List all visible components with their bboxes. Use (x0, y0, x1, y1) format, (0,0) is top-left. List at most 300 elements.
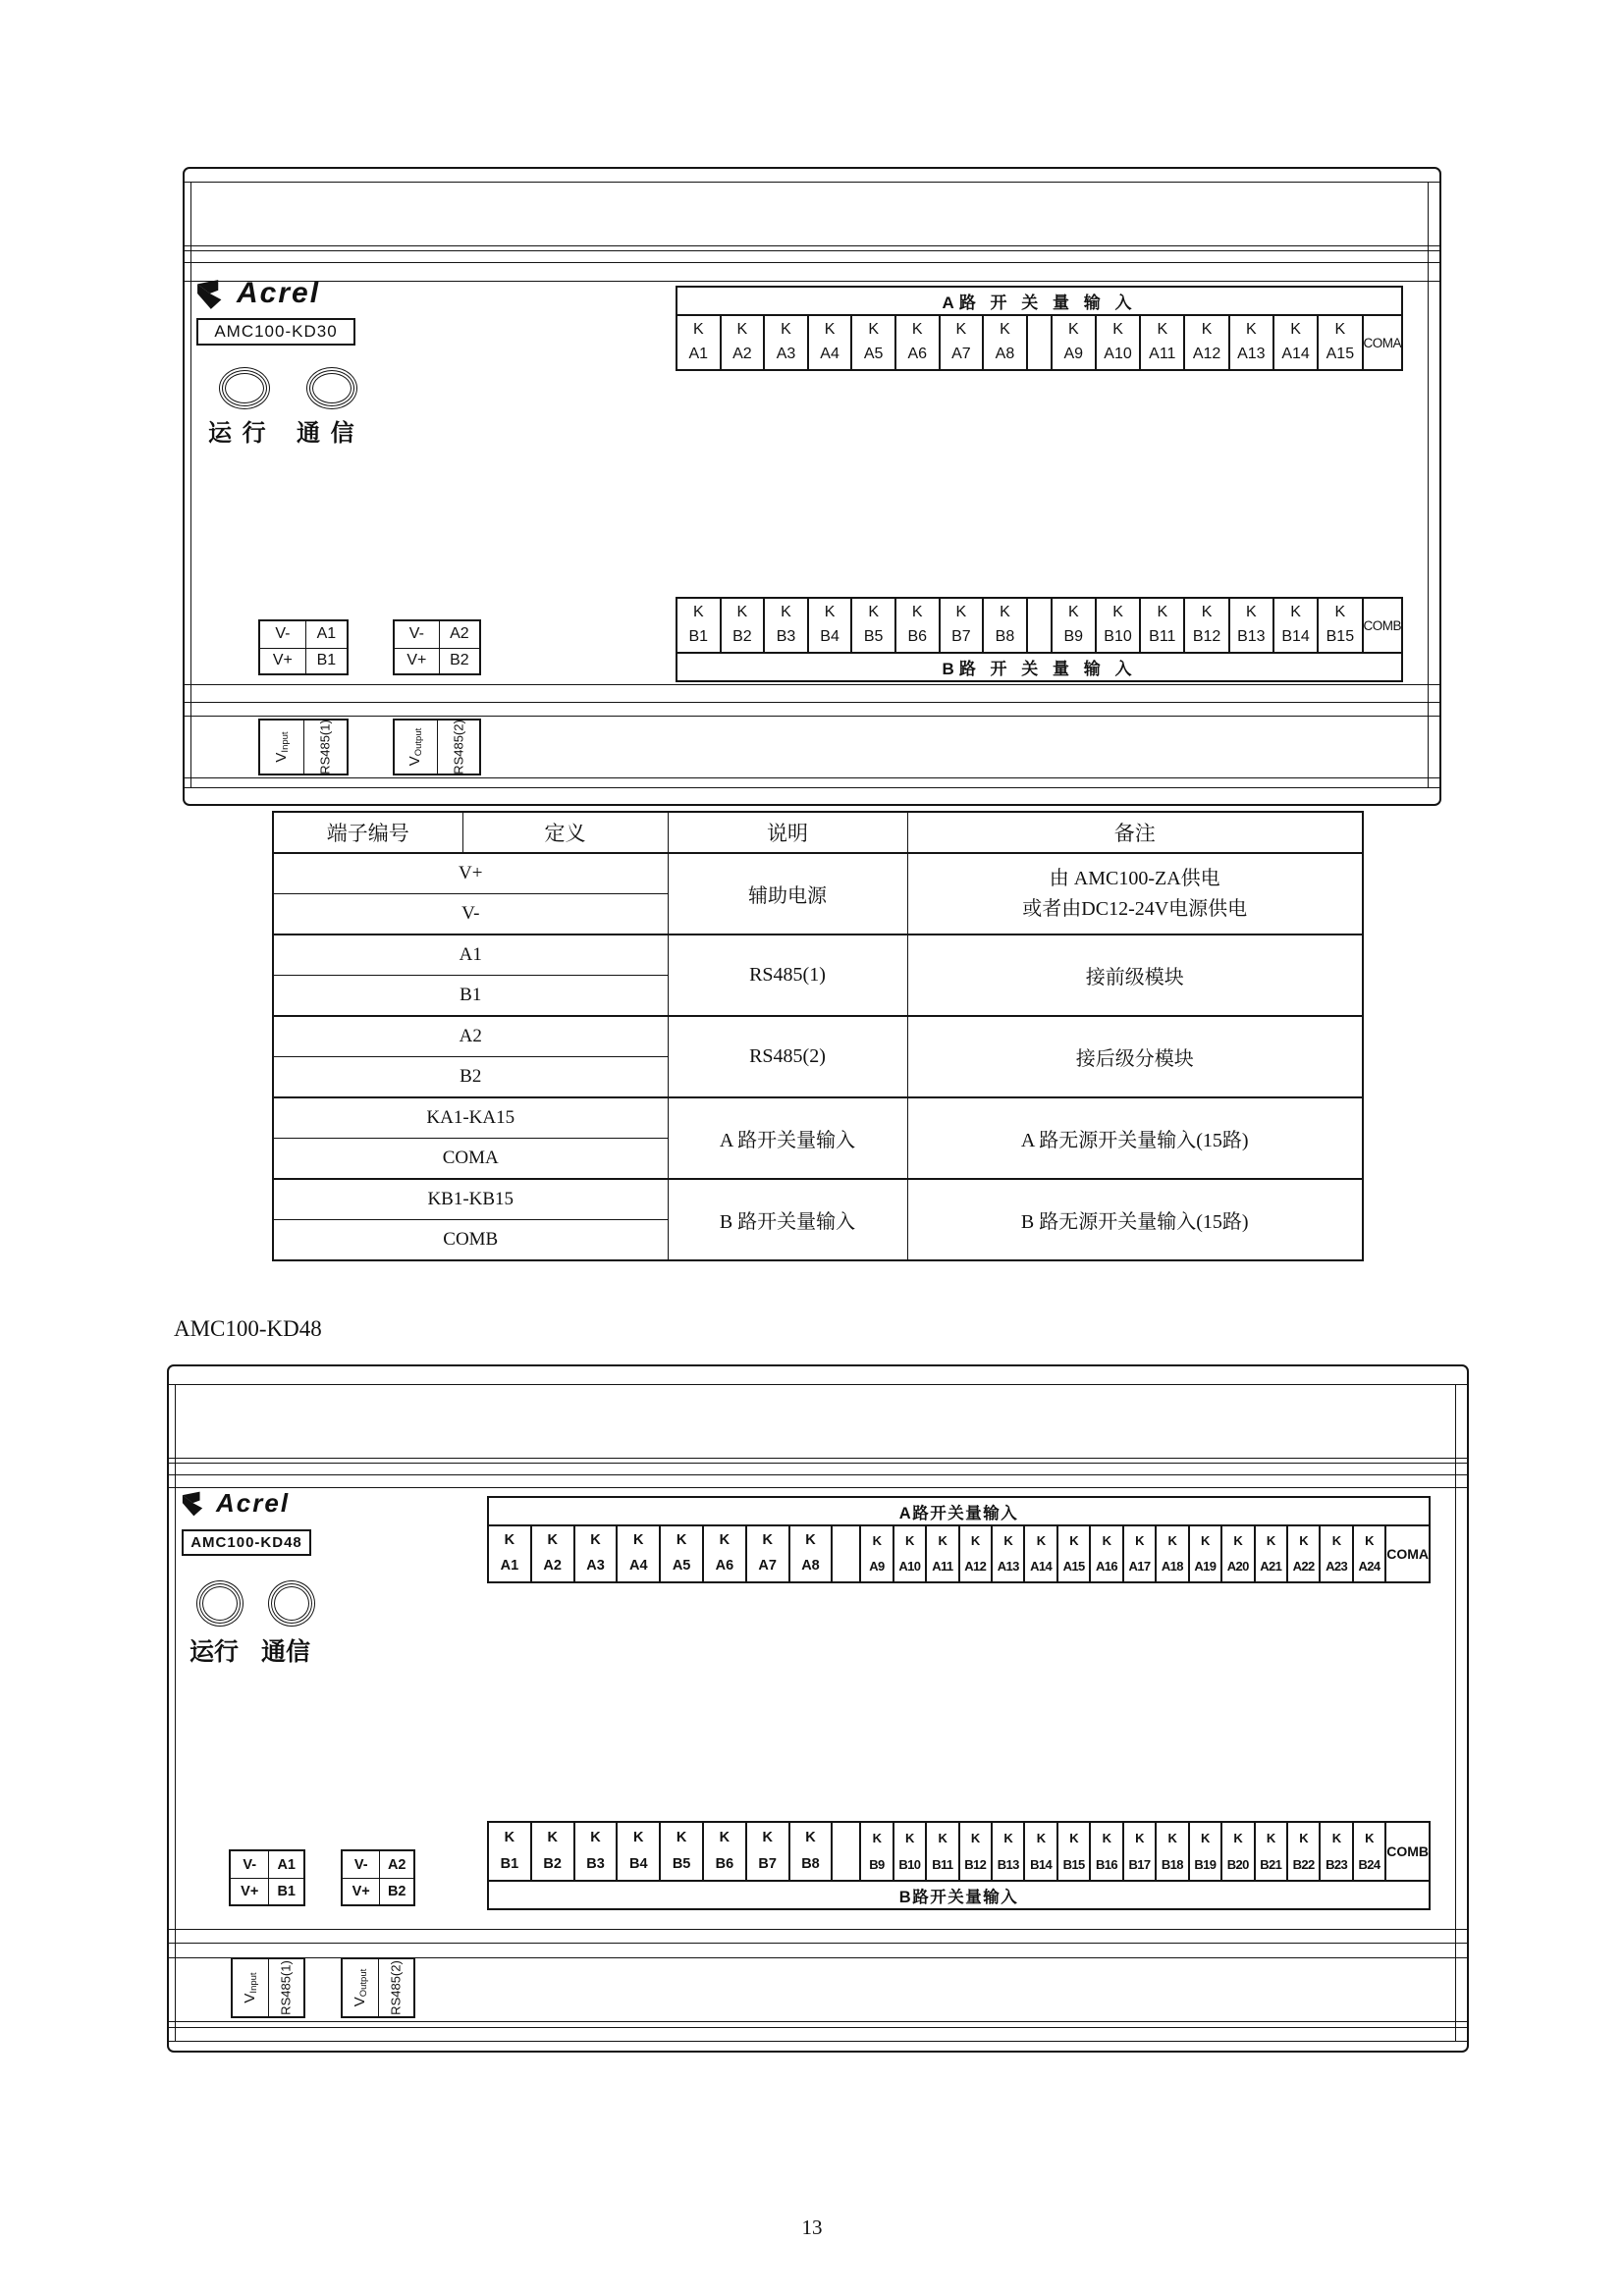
terminal-cell (1220, 1526, 1253, 1581)
terminal-id: A15 (1326, 346, 1355, 363)
terminal-k-label: K (1069, 1830, 1078, 1845)
housing-line (169, 1929, 1467, 1930)
strip-a-terminals (487, 1524, 1431, 1583)
port-label-voutput-rs485-2-kd30 (393, 719, 481, 775)
terminal-a2: A2 (439, 621, 479, 648)
terminal-k-label: K (1299, 1830, 1309, 1845)
terminal-id: A21 (1260, 1559, 1282, 1575)
terminal-cell (573, 1526, 617, 1581)
terminal-k-label: K (1036, 1830, 1046, 1845)
terminal-id: B3 (776, 628, 796, 646)
terminal-cell (958, 1823, 991, 1880)
terminal-id: B12 (1192, 628, 1221, 646)
terminal-id: B13 (1237, 628, 1266, 646)
rs485-1-label: RS485(1) (268, 1959, 304, 2016)
terminal-id: B10 (898, 1856, 921, 1872)
terminal-k-label: K (868, 321, 879, 339)
terminal-k-label: K (676, 1532, 687, 1549)
terminal-id: A11 (932, 1559, 953, 1575)
coma-terminal: COMA (1362, 316, 1402, 369)
terminal-cell (1056, 1526, 1089, 1581)
terminal-id: A13 (997, 1559, 1019, 1575)
terminal-cell (1319, 1526, 1351, 1581)
terminal-k-label: K (1365, 1830, 1374, 1845)
terminal-k-label: K (805, 1532, 816, 1549)
terminal-cell: A2 (273, 1016, 668, 1057)
col-definition: 定义 (462, 812, 668, 853)
remark-cell: A 路无源开关量输入(15路) (907, 1097, 1363, 1179)
terminal-k-label: K (504, 1532, 515, 1549)
input-strip-b-kd30 (676, 597, 1403, 682)
terminal-cell (720, 316, 764, 369)
terminal-id: A11 (1149, 346, 1176, 363)
terminal-id: A1 (688, 346, 709, 363)
terminal-k-label: K (938, 1533, 947, 1549)
terminal-k-label: K (590, 1532, 601, 1549)
strip-b-title: B路开关量输入 (487, 1882, 1431, 1910)
terminal-id: B14 (1281, 628, 1310, 646)
terminal-spec-table (272, 811, 1364, 1261)
terminal-id: A1 (500, 1558, 519, 1575)
terminal-k-label: K (1157, 321, 1168, 339)
terminal-cell (788, 1526, 832, 1581)
terminal-k-label: K (504, 1829, 515, 1845)
terminal-id: B11 (1149, 628, 1176, 646)
description-cell: B 路开关量输入 (668, 1179, 907, 1260)
terminal-cell (1155, 1526, 1187, 1581)
terminal-cell (807, 316, 851, 369)
terminal-id: A8 (801, 1558, 820, 1575)
terminal-id: A9 (869, 1559, 885, 1575)
terminal-k-label: K (1200, 1533, 1210, 1549)
terminal-v-plus: V+ (352, 1884, 370, 1899)
terminal-id: A7 (758, 1558, 777, 1575)
terminal-cell (894, 316, 939, 369)
terminal-id: B4 (629, 1855, 648, 1872)
port-label-vinput-rs485-1-kd48 (231, 1957, 305, 2018)
terminal-cell (925, 1526, 957, 1581)
terminal-k-label: K (911, 321, 923, 339)
terminal-k-label: K (1246, 604, 1257, 621)
terminal-cell (659, 1823, 702, 1880)
housing-line (185, 716, 1439, 717)
terminal-cell (982, 316, 1026, 369)
terminal-k-label: K (1003, 1830, 1013, 1845)
terminal-id: A13 (1237, 346, 1266, 363)
terminal-cell (677, 599, 720, 652)
input-strip-b-kd48 (487, 1821, 1431, 1910)
terminal-id: B6 (715, 1855, 734, 1872)
terminal-id: B22 (1292, 1856, 1315, 1872)
terminal-cell (616, 1526, 659, 1581)
terminal-cell (1272, 599, 1317, 652)
terminal-id: A22 (1292, 1559, 1315, 1575)
terminal-block-2-kd30 (393, 619, 481, 675)
terminal-id: A10 (1104, 346, 1132, 363)
terminal-cell (807, 599, 851, 652)
terminal-cell: V- (273, 894, 668, 935)
terminal-id: B1 (688, 628, 709, 646)
terminal-cell (1254, 1823, 1286, 1880)
housing-line (185, 182, 1439, 183)
terminal-k-label: K (762, 1829, 773, 1845)
comm-led (268, 1580, 315, 1627)
model-label-kd30: AMC100-KD30 (196, 318, 355, 346)
terminal-cell (530, 1823, 573, 1880)
terminal-cell (745, 1823, 788, 1880)
terminal-cell (939, 316, 983, 369)
terminal-id: B14 (1030, 1856, 1053, 1872)
acrel-logo-icon (182, 1490, 211, 1518)
terminal-cell (1095, 599, 1139, 652)
terminal-a2: A2 (379, 1851, 413, 1878)
port-label-vinput-rs485-1-kd30 (258, 719, 349, 775)
housing-line (169, 2027, 1467, 2028)
terminal-id: B23 (1326, 1856, 1348, 1872)
terminal-k-label: K (955, 604, 967, 621)
terminal-id: B2 (543, 1855, 562, 1872)
terminal-a1: A1 (268, 1851, 303, 1878)
terminal-k-label: K (633, 1829, 644, 1845)
terminal-id: B16 (1096, 1856, 1118, 1872)
terminal-spacer-cell (1026, 316, 1053, 369)
terminal-k-label: K (1201, 604, 1213, 621)
comm-led-label: 通 信 (297, 420, 356, 447)
terminal-id: A19 (1194, 1559, 1217, 1575)
description-cell: RS485(1) (668, 934, 907, 1016)
brand-name: Acrel (237, 277, 321, 309)
terminal-k-label: K (1135, 1830, 1144, 1845)
terminal-cell (702, 1526, 745, 1581)
description-cell: A 路开关量输入 (668, 1097, 907, 1179)
device-panel-kd30 (183, 167, 1441, 806)
strip-b-terminals (487, 1821, 1431, 1882)
table-row (273, 853, 1363, 894)
terminal-cell (573, 1823, 617, 1880)
housing-line (169, 1458, 1467, 1459)
terminal-id: B10 (1104, 628, 1132, 646)
terminal-id: B19 (1194, 1856, 1217, 1872)
terminal-v-minus: V- (353, 1856, 368, 1873)
v-output-label: $V_{Output}$ (406, 727, 425, 767)
housing-line (185, 245, 1439, 246)
coma-terminal: COMA (1384, 1526, 1429, 1581)
terminal-k-label: K (1000, 604, 1010, 621)
table-header-row (273, 812, 1363, 853)
terminal-cell (489, 1526, 530, 1581)
run-led (219, 367, 270, 409)
terminal-k-label: K (590, 1829, 601, 1845)
terminal-cell (763, 316, 807, 369)
terminal-id: B1 (500, 1855, 519, 1872)
terminal-cell (1228, 316, 1272, 369)
terminal-k-label: K (970, 1830, 980, 1845)
strip-a-terminals (676, 314, 1403, 371)
terminal-v-minus: V- (275, 625, 291, 643)
terminal-cell (1139, 316, 1183, 369)
terminal-k-label: K (1299, 1533, 1309, 1549)
terminal-k-label: K (1112, 321, 1123, 339)
terminal-v-minus: V- (243, 1856, 257, 1873)
terminal-k-label: K (905, 1830, 914, 1845)
terminal-k-label: K (1000, 321, 1010, 339)
terminal-v-plus: V+ (272, 652, 293, 669)
terminal-spacer-cell (1026, 599, 1053, 652)
terminal-cell (1089, 1823, 1121, 1880)
rs485-1-label: RS485(1) (303, 721, 348, 774)
v-output-label: $V_{Output}$ (351, 1968, 369, 2007)
terminal-k-label: K (1246, 321, 1257, 339)
terminal-id: B8 (995, 628, 1015, 646)
terminal-cell (1139, 599, 1183, 652)
terminal-cell (1122, 1526, 1155, 1581)
terminal-cell (1155, 1823, 1187, 1880)
terminal-b1: B1 (268, 1879, 303, 1904)
terminal-k-label: K (736, 604, 748, 621)
terminal-k-label: K (872, 1533, 882, 1549)
terminal-k-label: K (1331, 1830, 1341, 1845)
strip-a-title: A路 开 关 量 输 入 (676, 286, 1403, 314)
terminal-cell (1056, 1823, 1089, 1880)
terminal-id: A4 (629, 1558, 648, 1575)
terminal-k-label: K (1157, 604, 1168, 621)
run-led (196, 1580, 244, 1627)
terminal-id: A12 (1192, 346, 1221, 363)
terminal-cell: B1 (273, 976, 668, 1017)
housing-line (169, 2041, 1467, 2042)
terminal-id: A20 (1226, 1559, 1249, 1575)
terminal-k-label: K (719, 1532, 731, 1549)
housing-line (185, 777, 1439, 778)
terminal-k-label: K (1069, 1533, 1078, 1549)
terminal-cell: KB1-KB15 (273, 1179, 668, 1220)
terminal-id: B4 (820, 628, 839, 646)
housing-line (185, 702, 1439, 703)
terminal-id: B5 (863, 628, 884, 646)
housing-line (185, 281, 1439, 282)
housing-line (175, 1384, 176, 2041)
terminal-k-label: K (911, 604, 923, 621)
terminal-cell (850, 316, 894, 369)
terminal-id: A5 (863, 346, 884, 363)
terminal-id: A6 (715, 1558, 734, 1575)
terminal-cell (1317, 316, 1361, 369)
terminal-id: B24 (1358, 1856, 1380, 1872)
terminal-k-label: K (805, 1829, 816, 1845)
terminal-k-label: K (872, 1830, 882, 1845)
terminal-k-label: K (1201, 321, 1213, 339)
terminal-id: B11 (932, 1856, 953, 1872)
terminal-id: A17 (1128, 1559, 1151, 1575)
terminal-k-label: K (736, 321, 748, 339)
terminal-k-label: K (824, 604, 836, 621)
terminal-id: B9 (1063, 628, 1084, 646)
terminal-cell (1183, 316, 1227, 369)
terminal-cell (1286, 1526, 1319, 1581)
terminal-id: B21 (1260, 1856, 1282, 1872)
terminal-id: B9 (869, 1856, 885, 1872)
device-panel-kd48 (167, 1364, 1469, 2053)
terminal-k-label: K (1266, 1533, 1275, 1549)
terminal-k-label: K (633, 1532, 644, 1549)
terminal-b2: B2 (379, 1879, 413, 1904)
terminal-id: B17 (1128, 1856, 1151, 1872)
terminal-k-label: K (1266, 1830, 1275, 1845)
terminal-k-label: K (1102, 1830, 1111, 1845)
terminal-block-1-kd30 (258, 619, 349, 675)
rs485-2-label: RS485(2) (378, 1959, 414, 2016)
input-strip-a-kd48 (487, 1496, 1431, 1583)
terminal-k-label: K (938, 1830, 947, 1845)
terminal-b2: B2 (439, 649, 479, 674)
terminal-k-label: K (1200, 1830, 1210, 1845)
terminal-k-label: K (1112, 604, 1123, 621)
terminal-cell (1352, 1526, 1384, 1581)
terminal-cell (850, 599, 894, 652)
terminal-cell (1317, 599, 1361, 652)
terminal-id: A5 (672, 1558, 691, 1575)
terminal-id: A12 (964, 1559, 987, 1575)
terminal-k-label: K (762, 1532, 773, 1549)
terminal-cell (1183, 599, 1227, 652)
table-row (273, 1016, 1363, 1057)
terminal-cell (616, 1823, 659, 1880)
housing-line (169, 1384, 1467, 1385)
terminal-cell (1053, 316, 1095, 369)
terminal-k-label: K (781, 604, 791, 621)
housing-line (169, 1943, 1467, 1944)
terminal-cell (893, 1526, 925, 1581)
terminal-cell (991, 1823, 1023, 1880)
terminal-k-label: K (1167, 1830, 1177, 1845)
remark-cell: B 路无源开关量输入(15路) (907, 1179, 1363, 1260)
remark-cell: 接前级模块 (907, 934, 1363, 1016)
terminal-id: B15 (1326, 628, 1355, 646)
terminal-cell (720, 599, 764, 652)
run-led-label: 运 行 (208, 420, 268, 447)
terminal-cell: A1 (273, 934, 668, 976)
terminal-k-label: K (676, 1829, 687, 1845)
terminal-id: B7 (758, 1855, 777, 1872)
terminal-cell (1220, 1823, 1253, 1880)
terminal-cell (1272, 316, 1317, 369)
comm-led-label: 通信 (261, 1638, 311, 1666)
terminal-k-label: K (547, 1829, 558, 1845)
housing-line (190, 182, 191, 787)
terminal-cell (1254, 1526, 1286, 1581)
terminal-cell (1286, 1823, 1319, 1880)
terminal-id: A8 (995, 346, 1015, 363)
terminal-id: A15 (1062, 1559, 1085, 1575)
terminal-block-1-kd48 (229, 1849, 305, 1906)
terminal-k-label: K (1135, 1533, 1144, 1549)
terminal-cell (1352, 1823, 1384, 1880)
terminal-id: A6 (907, 346, 928, 363)
terminal-k-label: K (1036, 1533, 1046, 1549)
terminal-cell (1095, 316, 1139, 369)
housing-line (169, 1463, 1467, 1464)
terminal-id: A3 (586, 1558, 605, 1575)
terminal-cell (1089, 1526, 1121, 1581)
terminal-id: A4 (820, 346, 839, 363)
model-label-kd48: AMC100-KD48 (182, 1529, 311, 1556)
terminal-k-label: K (905, 1533, 914, 1549)
terminal-cell: KA1-KA15 (273, 1097, 668, 1139)
terminal-cell (677, 316, 720, 369)
terminal-cell: V+ (273, 853, 668, 894)
terminal-cell (1188, 1526, 1220, 1581)
terminal-k-label: K (1067, 604, 1079, 621)
terminal-cell (861, 1526, 892, 1581)
terminal-block-2-kd48 (341, 1849, 415, 1906)
housing-line (1455, 1384, 1456, 2041)
terminal-k-label: K (824, 321, 836, 339)
page-number: 13 (801, 2216, 823, 2239)
table-row (273, 1097, 1363, 1139)
terminal-k-label: K (1102, 1533, 1111, 1549)
terminal-cell (1122, 1823, 1155, 1880)
terminal-cell (745, 1526, 788, 1581)
terminal-k-label: K (1334, 604, 1346, 621)
comm-led (306, 367, 357, 409)
terminal-id: A2 (732, 346, 752, 363)
terminal-cell: COMA (273, 1139, 668, 1180)
terminal-id: B2 (732, 628, 752, 646)
terminal-a1: A1 (305, 621, 347, 648)
terminal-id: B5 (672, 1855, 691, 1872)
table-row (273, 1179, 1363, 1220)
terminal-id: B18 (1161, 1856, 1183, 1872)
comb-terminal: COMB (1362, 599, 1402, 652)
housing-line (185, 787, 1439, 788)
strip-b-terminals (676, 597, 1403, 654)
strip-b-title: B路 开 关 量 输 入 (676, 654, 1403, 682)
housing-line (169, 1487, 1467, 1488)
terminal-k-label: K (1003, 1533, 1013, 1549)
terminal-k-label: K (1067, 321, 1079, 339)
terminal-k-label: K (1334, 321, 1346, 339)
remark-cell: 接后级分模块 (907, 1016, 1363, 1097)
terminal-cell (530, 1526, 573, 1581)
remark-cell: 由 AMC100-ZA供电 或者由DC12-24V电源供电 (907, 853, 1363, 934)
terminal-cell (982, 599, 1026, 652)
section-heading-kd48: AMC100-KD48 (174, 1316, 322, 1341)
terminal-id: A23 (1326, 1559, 1348, 1575)
terminal-cell (991, 1526, 1023, 1581)
housing-line (185, 250, 1439, 251)
terminal-id: A14 (1030, 1559, 1053, 1575)
terminal-id: B8 (801, 1855, 820, 1872)
terminal-id: A10 (898, 1559, 921, 1575)
terminal-id: A2 (543, 1558, 562, 1575)
terminal-id: A9 (1063, 346, 1084, 363)
brand-logo (196, 279, 320, 310)
terminal-cell: B2 (273, 1057, 668, 1098)
terminal-cell (894, 599, 939, 652)
housing-line (185, 262, 1439, 263)
col-terminal-number: 端子编号 (273, 812, 462, 853)
terminal-id: A18 (1161, 1559, 1183, 1575)
terminal-id: B15 (1062, 1856, 1085, 1872)
terminal-id: A7 (951, 346, 971, 363)
v-input-label: $V_{Input}$ (241, 1972, 259, 2003)
terminal-v-plus: V+ (241, 1884, 259, 1899)
terminal-cell (939, 599, 983, 652)
terminal-v-plus: V+ (406, 652, 427, 669)
terminal-cell (1023, 1823, 1056, 1880)
brand-logo (182, 1490, 290, 1518)
terminal-k-label: K (692, 604, 704, 621)
